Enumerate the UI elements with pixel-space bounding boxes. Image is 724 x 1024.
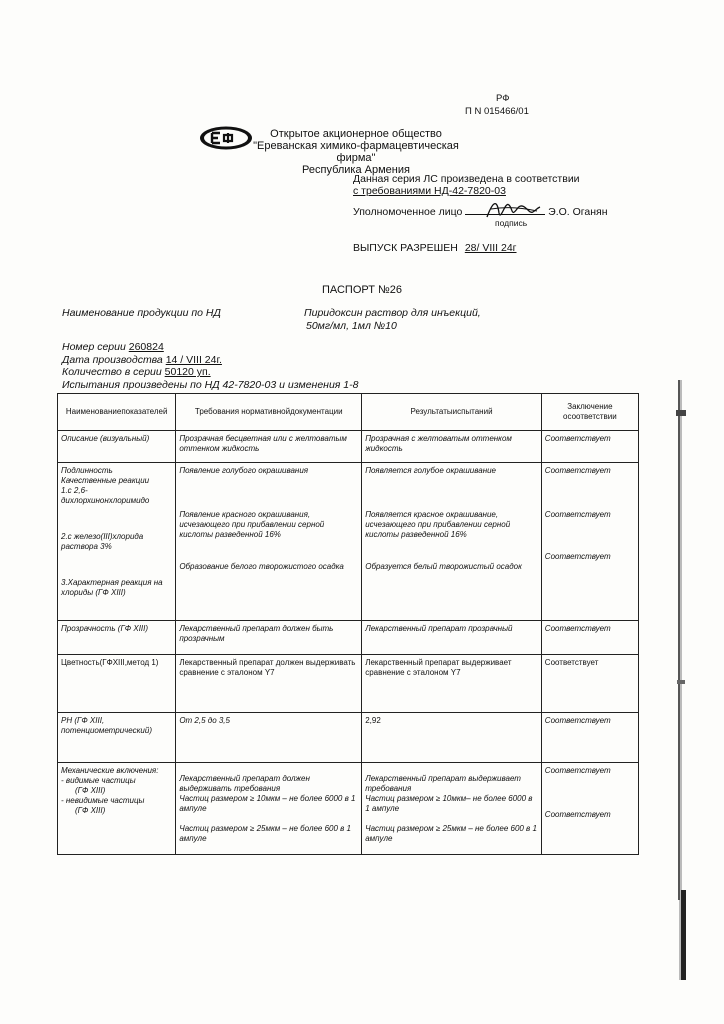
product-value-line-1: Пиридоксин раствор для инъекций, [304, 307, 481, 319]
signature-caption: подпись [495, 218, 528, 228]
registration-number [465, 92, 529, 118]
company-line-3: Республика Армения [302, 164, 410, 176]
table-row: Описание (визуальный) Прозрачная бесцветная или с желтоватым оттенком жидкость Прозрачная с желтоватым оттенком жидкость Соответствует [58, 431, 639, 463]
series-value: 260824 [128, 341, 164, 353]
header-results: Результатыиспытаний [362, 394, 542, 431]
company-name [250, 128, 462, 176]
date-value: 14 / VIII 24г. [165, 353, 222, 366]
table-row: Цветность(ГФXIII,метод 1) Лекарственный препарат должен выдерживать сравнение с эталоном Y7 Лекарственный препарат выдерживает сравнение с эталоном Y7 Соответствует [58, 655, 639, 713]
release-permission [353, 242, 517, 254]
company-line-1: Открытое акционерное общество [270, 128, 442, 140]
company-line-2: "Ереванская химико-фармацевтическая фирма" [253, 140, 459, 164]
authorized-label: Уполномоченное лицо [353, 206, 463, 218]
header-requirements: Требования нормативнойдокументации [176, 394, 362, 431]
header-indicator: Наименованиепоказателей [58, 394, 176, 431]
tests-text: Испытания произведены по НД 42-7820-03 и изменения 1-8 [62, 378, 359, 391]
header-conclusion: Заключение осоответствии [541, 394, 638, 431]
authorized-name: Э.О. Оганян [548, 206, 608, 218]
table-row: Механические включения: - видимые частицы (ГФ XIII) - невидимые частицы (ГФ XIII) Лекарственный препарат должен выдерживать требования Частиц размером ≥ 10мкм – не более 6000 в 1 ампуле Частиц размером ≥ 25мкм – не более 600 в 1 ампуле Лекарственный препарат выдерживает требования Частиц размером ≥ 10мкм– не более 6000 в 1 ампуле Частиц размером ≥ 25мкм – не более 600 в 1 ампуле Соответствует Соответствует [58, 763, 639, 855]
scan-edge-artifact-icon [676, 380, 688, 980]
release-line-1: Данная серия ЛС произведена в соответствии [353, 173, 580, 185]
date-label: Дата производства [62, 353, 163, 366]
table-row: Подлинность Качественные реакции 1.с 2,6-дихлорхинонхлоримидо 2.с железо(III)хлорида раствора 3% 3.Характерная реакция на хлориды (ГФ XIII) Появление голубого окрашивания Появление красного окрашивания, исчезающего при прибавлении серной кислоты разведенной 16% Образование белого творожистого осадка Появляется голубое окрашивание Появляется красное окрашивание, исчезающего при прибавлении серной кислоты разведенной 16% Образуется белый творожистый осадок Соответствует Соответствует Соответствует [58, 463, 639, 621]
company-logo-icon [198, 125, 254, 151]
table-row: Прозрачность (ГФ XIII) Лекарственный препарат должен быть прозрачным Лекарственный препарат прозрачный Соответствует [58, 621, 639, 655]
batch-info [62, 341, 622, 391]
page-title: ПАСПОРТ №26 [321, 284, 403, 296]
registration-code: П N 015466/01 [465, 106, 529, 117]
test-results-table [57, 393, 639, 855]
qty-value: 50120 уп. [164, 366, 211, 378]
series-label: Номер серии [62, 341, 126, 353]
release-permission-label: ВЫПУСК РАЗРЕШЕН [353, 242, 458, 254]
table-header-row [58, 394, 639, 431]
product-value-line-2: 50мг/мл, 1мл №10 [306, 320, 397, 332]
qty-label: Количество в серии [62, 366, 162, 378]
product-label: Наименование продукции по НД [62, 307, 221, 319]
registration-country: РФ [496, 93, 510, 104]
table-row: PH (ГФ XIII, потенциометрический) От 2,5 до 3,5 2,92 Соответствует [58, 713, 639, 763]
product-name [62, 307, 662, 332]
release-permission-date: 28/ VIII 24г [464, 242, 517, 254]
release-line-2: с требованиями НД-42-7820-03 [353, 185, 506, 197]
